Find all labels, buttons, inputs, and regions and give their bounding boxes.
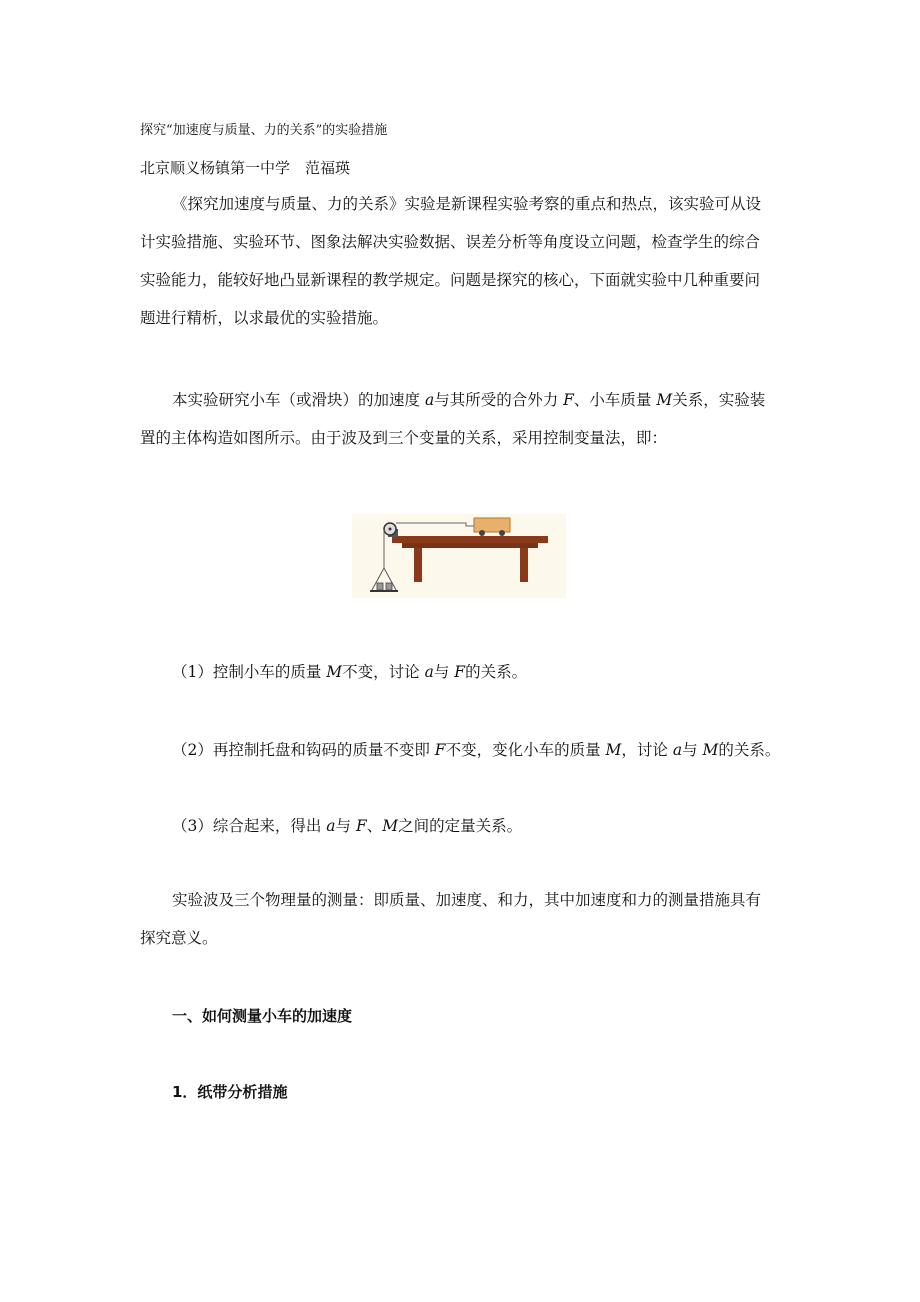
control-item-3: （3）综合起来，得出 a与 F、M之间的定量关系。 — [172, 817, 523, 835]
setup-line-1: 本实验研究小车（或滑块）的加速度 a与其所受的合外力 F、小车质量 M关系，实验装 — [172, 391, 766, 409]
control-item-1: （1）控制小车的质量 M不变，讨论 a与 F的关系。 — [172, 663, 528, 681]
weight-1 — [377, 583, 383, 590]
measure-line-1: 实验波及三个物理量的测量：即质量、加速度、和力，其中加速度和力的测量措施具有 — [172, 891, 762, 909]
setup-line-2: 置的主体构造如图所示。由于波及到三个变量的关系，采用控制变量法，即： — [140, 429, 668, 447]
table-apron — [402, 543, 538, 548]
intro-line-4: 题进行精析，以求最优的实验措施。 — [140, 309, 389, 327]
section-heading-1: 一、如何测量小车的加速度 — [172, 1007, 353, 1025]
apparatus-figure — [352, 514, 566, 598]
control-item-2: （2）再控制托盘和钩码的质量不变即 F不变，变化小车的质量 M，讨论 a与 M的关系。 — [172, 741, 781, 759]
table-leg-left — [414, 548, 422, 582]
intro-line-1: 《探究加速度与质量、力的关系》实验是新课程实验考察的重点和热点，该实验可从设 — [172, 195, 762, 213]
table-leg-right — [520, 548, 528, 582]
pulley-axle — [389, 528, 392, 531]
intro-line-3: 实验能力，能较好地凸显新课程的教学规定。问题是探究的核心，下面就实验中几种重要问 — [140, 271, 761, 289]
cart-body — [474, 518, 510, 532]
subsection-heading-1: 1．纸带分析措施 — [172, 1083, 288, 1101]
document-title: 探究“加速度与质量、力的关系”的实验措施 — [140, 123, 388, 138]
intro-line-2: 计实验措施、实验环节、图象法解决实验数据、误差分析等角度设立问题，检查学生的综合 — [140, 233, 761, 251]
string-horizontal — [396, 523, 474, 526]
measure-line-2: 探究意义。 — [140, 929, 218, 947]
document-author: 北京顺义杨镇第一中学 范福瑛 — [140, 159, 351, 177]
table-top — [392, 536, 548, 543]
apparatus-diagram — [352, 514, 566, 598]
cart-wheel-left — [479, 530, 485, 536]
cart-wheel-right — [499, 530, 505, 536]
weight-2 — [386, 583, 392, 590]
